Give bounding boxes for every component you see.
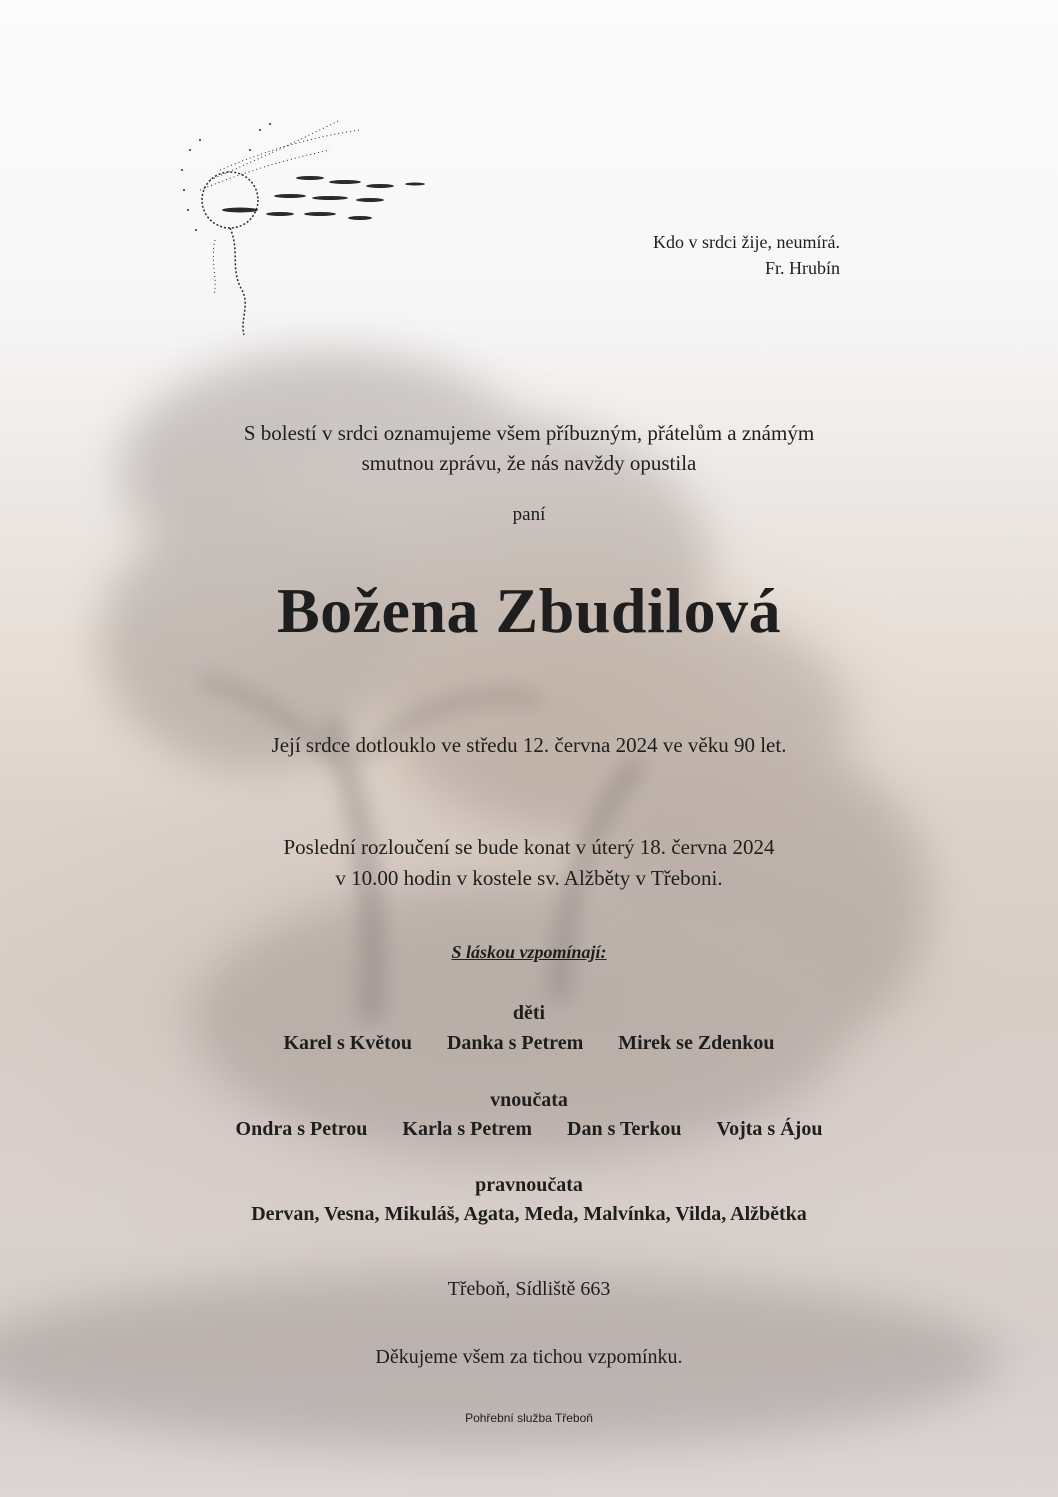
funeral-line-1: Poslední rozloučení se bude konat v úterý 18. června 2024 bbox=[283, 835, 775, 859]
motto-author: Fr. Hrubín bbox=[764, 258, 840, 278]
children-label: děti bbox=[512, 1002, 546, 1024]
sun-drawing-logo bbox=[170, 110, 430, 350]
motto bbox=[653, 229, 840, 281]
grandchild-name: Vojta s Ájou bbox=[716, 1118, 823, 1140]
remember-heading: S láskou vzpomínají: bbox=[451, 942, 607, 962]
grandchild-name: Ondra s Petrou bbox=[235, 1118, 368, 1140]
grandchildren-names bbox=[0, 1118, 1058, 1141]
grandchildren-label: vnoučata bbox=[490, 1089, 568, 1111]
funeral-info bbox=[0, 832, 1058, 894]
child-name: Danka s Petrem bbox=[446, 1032, 584, 1054]
motto-quote: Kdo v srdci žije, neumírá. bbox=[653, 232, 840, 252]
great-grandchildren-label: pravnoučata bbox=[475, 1174, 583, 1196]
children-names bbox=[0, 1032, 1058, 1055]
great-grandchildren-names: Dervan, Vesna, Mikuláš, Agata, Meda, Malvínka, Vilda, Alžbětka bbox=[251, 1203, 807, 1225]
child-name: Mirek se Zdenkou bbox=[618, 1032, 775, 1054]
deceased-name: Božena Zbudilová bbox=[276, 575, 782, 646]
address: Třeboň, Sídliště 663 bbox=[447, 1278, 611, 1300]
intro-line-2: smutnou zprávu, že nás navždy opustila bbox=[361, 451, 697, 475]
grandchild-name: Karla s Petrem bbox=[402, 1118, 532, 1140]
thanks-text: Děkujeme všem za tichou vzpomínku. bbox=[375, 1346, 683, 1368]
child-name: Karel s Květou bbox=[283, 1032, 412, 1054]
funeral-service: Pohřební služba Třeboň bbox=[465, 1411, 593, 1425]
intro-line-1: S bolestí v srdci oznamujeme všem příbuzným, přátelům a známým bbox=[243, 421, 815, 445]
title-prefix: paní bbox=[512, 504, 546, 525]
funeral-line-2: v 10.00 hodin v kostele sv. Alžběty v Třeboni. bbox=[335, 866, 723, 890]
intro-text bbox=[0, 418, 1058, 478]
death-notice: Její srdce dotlouklo ve středu 12. června 2024 ve věku 90 let. bbox=[271, 733, 787, 757]
grandchild-name: Dan s Terkou bbox=[567, 1118, 682, 1140]
